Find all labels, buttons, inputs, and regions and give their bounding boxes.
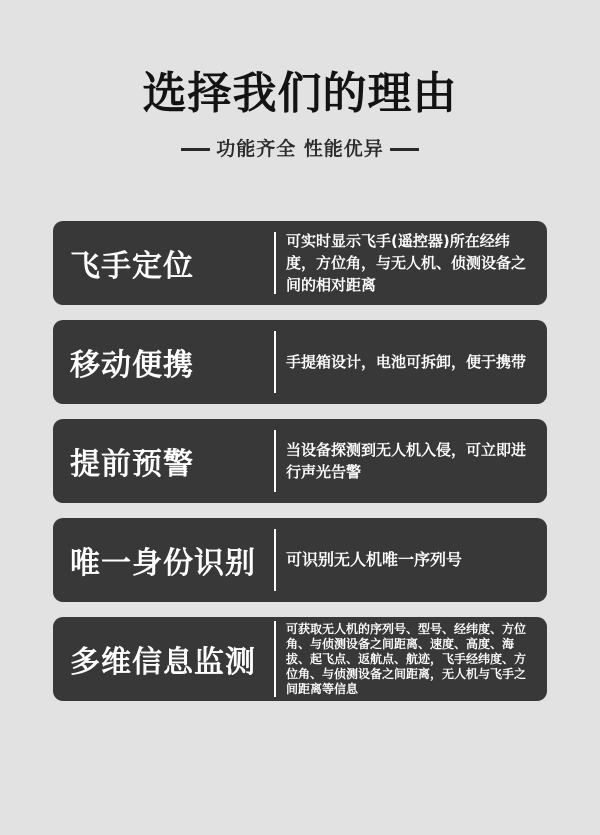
subtitle-dash-left	[181, 148, 210, 151]
feature-card-description: 可实时显示飞手(遥控器)所在经纬度，方位角，与无人机、侦测设备之间的相对距离	[286, 232, 527, 295]
subtitle-row	[0, 139, 600, 160]
page-subtitle: 功能齐全 性能优异	[216, 138, 384, 161]
feature-card-description: 可获取无人机的序列号、型号、经纬度、方位角、与侦测设备之间距离、速度、高度、海拔、起飞点、返航点、航迹，飞手经纬度、方位角、与侦测设备之间距离，无人机与飞手之间距离等信息	[286, 621, 527, 696]
feature-card-title: 提前预警	[70, 447, 194, 483]
feature-card-multi-info-monitor	[53, 617, 547, 701]
subtitle-dash-right	[390, 148, 419, 151]
feature-card-pilot-positioning	[53, 221, 547, 305]
feature-card-description: 手提箱设计，电池可拆卸，便于携带	[286, 353, 527, 372]
page-title: 选择我们的理由	[142, 68, 458, 119]
feature-card-early-warning	[53, 419, 547, 503]
feature-card-description: 当设备探测到无人机入侵，可立即进行声光告警	[286, 441, 527, 482]
feature-card-title: 多维信息监测	[70, 645, 256, 681]
header	[0, 0, 600, 160]
feature-card-title: 飞手定位	[70, 249, 194, 285]
feature-card-title: 移动便携	[70, 348, 194, 384]
feature-card-title: 唯一身份识别	[70, 546, 256, 582]
feature-card-unique-id	[53, 518, 547, 602]
feature-card-description: 可识别无人机唯一序列号	[286, 550, 463, 570]
feature-card-portable	[53, 320, 547, 404]
feature-card-list	[0, 221, 600, 701]
